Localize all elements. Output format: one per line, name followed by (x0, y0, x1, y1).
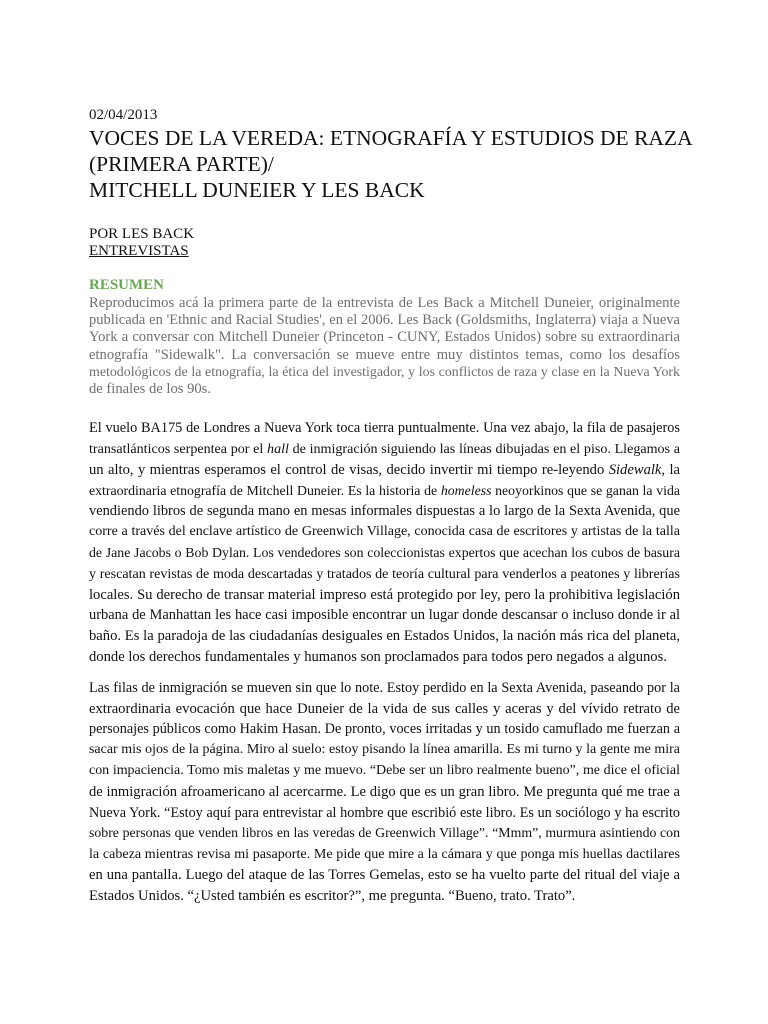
text-run: transatlánticos serpentea por el (89, 441, 268, 458)
italic-term: homeless (440, 482, 492, 498)
body-line: la cabeza mientras revisa mi pasaporte. Me pide que mire a la cámara y que ponga mis huellas dactilares (89, 846, 680, 863)
body-line (89, 460, 680, 481)
body-line: El vuelo BA175 de Londres a Nueva York toca tierra puntualmente. Una vez abajo, la fila de pasajeros (89, 420, 680, 437)
text-run: neoyorkinos que se ganan la vida (491, 482, 680, 498)
title-line: VOCES DE LA VEREDA: ETNOGRAFÍA Y ESTUDIOS DE RAZA (89, 126, 693, 150)
summary-line: Reproducimos acá la primera parte de la entrevista de Les Back a Mitchell Duneier, originalmente (89, 295, 680, 311)
article-title (89, 125, 693, 203)
body-line (89, 439, 680, 460)
body-line: locales. Su derecho de transar material impreso está protegido por ley, pero la prohibitiva legislación (89, 586, 680, 603)
title-line: MITCHELL DUNEIER Y LES BACK (89, 178, 425, 202)
summary-line: metodológicos de la etnografía, la ética del investigador, y los conflictos de raza y clase en la Nueva York (89, 364, 680, 380)
summary-line: etnografía "Sidewalk". La conversación se mueve entre muy distintos temas, como los desafíos (89, 346, 680, 363)
body-line: sobre personas que venden libros en las veredas de Greenwich Village”. “Mmm”, murmura asintiendo con (89, 825, 680, 841)
summary-line: York a conversar con Mitchell Duneier (Princeton - CUNY, Estados Unidos) sobre su extraordinaria (89, 329, 680, 346)
body-line (89, 481, 680, 502)
body-line: Estados Unidos. “¿Usted también es escritor?”, me pregunta. “Bueno, trato. Trato”. (89, 887, 576, 904)
article-date: 02/04/2013 (89, 107, 158, 123)
category-link[interactable]: ENTREVISTAS (89, 243, 189, 259)
italic-term: hall (267, 441, 289, 458)
summary-text (89, 295, 680, 398)
italic-term: Sidewalk (608, 461, 662, 478)
body-line: en una pantalla. Luego del ataque de las Torres Gemelas, esto se ha vuelto parte del ritual del viaje a (89, 866, 680, 883)
body-line: baño. Es la paradoja de las ciudadanías desiguales en Estados Unidos, la nación más rica del planeta, (89, 628, 680, 645)
summary-line: de finales de los 90s. (89, 381, 211, 398)
text-run: extraordinaria etnografía de Mitchell Duneier. Es la historia de (89, 482, 441, 498)
body-line: personajes públicos como Hakim Hasan. De pronto, voces irritadas y un tosido camuflado me fuerzan a (89, 721, 680, 738)
body-line: corre a través del enclave artístico de Greenwich Village, conocida casa de escritores y artistas de la talla (89, 524, 680, 540)
body-line: vendiendo libros de segunda mano en mesas informales dispuestas a lo largo de la Sexta Avenida, que (89, 503, 680, 520)
author-byline: POR LES BACK (89, 226, 195, 242)
body-paragraph-1 (89, 418, 680, 668)
byline-block (89, 226, 680, 260)
summary-heading: RESUMEN (89, 277, 165, 293)
body-line: extraordinaria evocación que hace Duneier de la vida de sus calles y aceras y del vívido retrato de (89, 700, 680, 717)
article (89, 106, 693, 907)
title-line: (PRIMERA PARTE)/ (89, 152, 274, 176)
text-run: de inmigración siguiendo las líneas dibujadas en el piso. Llegamos a (288, 441, 680, 458)
summary-line: publicada en 'Ethnic and Racial Studies', en el 2006. Les Back (Goldsmiths, Inglaterra) viaja a Nueva (89, 312, 680, 329)
body-line: sacar mis ojos de la página. Miro al suelo: estoy pisando la línea amarilla. Es mi turno y la gente me mira (89, 742, 680, 758)
body-line: donde los derechos fundamentales y humanos son proclamados para todos pero negados a algunos. (89, 648, 667, 665)
body-line: y rescatan revistas de moda descartadas y tratados de teoría cultural para venderlos a peatones y librerías (89, 565, 680, 582)
body-line: con impaciencia. Tomo mis maletas y me muevo. “Debe ser un libro realmente bueno”, me dice el oficial (89, 762, 680, 778)
text-run: , la (661, 461, 680, 478)
body-line: Nueva York. “Estoy aquí para entrevistar al hombre que escribió este libro. Es un sociólogo y ha escrito (89, 804, 680, 821)
body-line: Las filas de inmigración se mueven sin que lo note. Estoy perdido en la Sexta Avenida, paseando por la (89, 679, 680, 696)
body-paragraph-2 (89, 678, 680, 907)
body-line: de inmigración afroamericano al acercarme. Le digo que es un gran libro. Me pregunta qué me trae a (89, 783, 680, 800)
body-line: urbana de Manhattan les hace casi imposible encontrar un lugar donde descansar o incluso donde ir al (89, 607, 680, 624)
text-run: un alto, y mientras esperamos el control de visas, decido invertir mi tiempo re-leyendo (89, 461, 609, 478)
body-line: de Jane Jacobs o Bob Dylan. Los vendedores son coleccionistas expertos que acechan los cubos de basura (89, 545, 680, 560)
